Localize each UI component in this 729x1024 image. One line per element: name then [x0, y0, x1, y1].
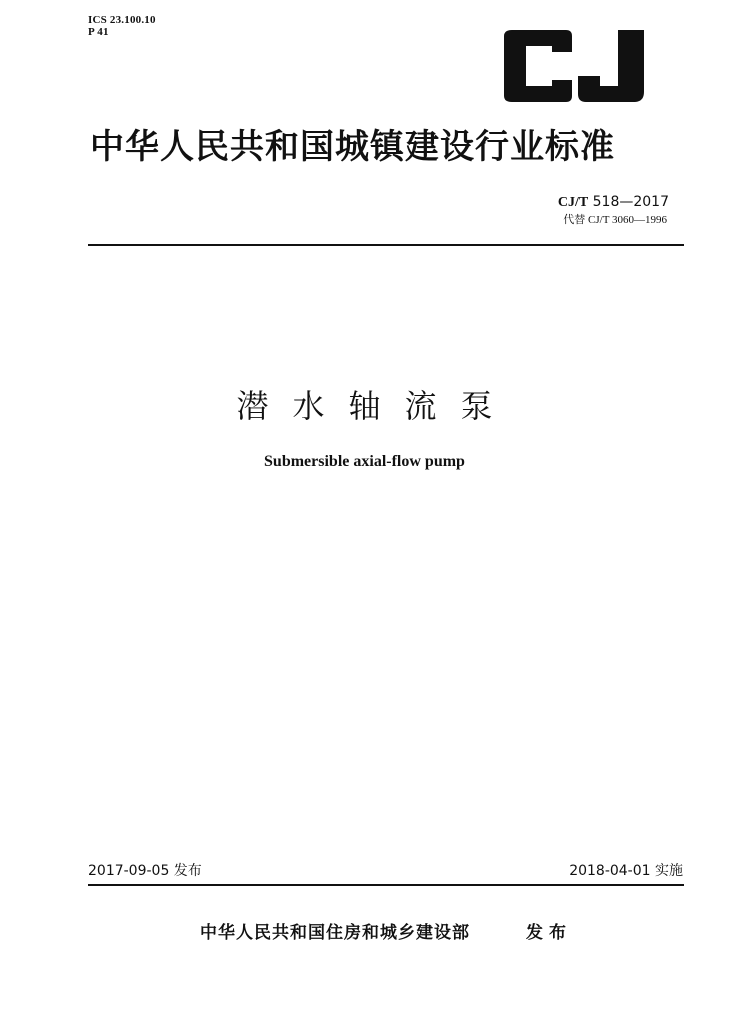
standard-number-value: 518—2017 — [592, 194, 669, 210]
implementation-date: 2018-04-01 实施 — [569, 863, 683, 879]
cj-logo-graphic — [500, 30, 648, 104]
issue-label: 发布 — [526, 923, 572, 943]
classification-codes — [88, 14, 156, 38]
document-title-zh: 潜水轴流泵 — [236, 387, 517, 425]
issue-date: 2017-09-05 发布 — [88, 863, 202, 879]
standard-number — [558, 194, 669, 211]
header-divider — [88, 244, 684, 246]
document-title-en: Submersible axial-flow pump — [264, 453, 465, 470]
footer-divider — [88, 884, 684, 886]
replaces-note: 代替 CJ/T 3060—1996 — [563, 214, 667, 226]
category-code: P 41 — [88, 26, 109, 38]
cj-logo — [500, 30, 648, 104]
standard-prefix: CJ/T — [557, 195, 589, 210]
ics-code: ICS 23.100.10 — [88, 14, 156, 26]
standard-type-title: 中华人民共和国城镇建设行业标准 — [90, 127, 615, 167]
issuing-authority: 中华人民共和国住房和城乡建设部 — [200, 923, 470, 943]
